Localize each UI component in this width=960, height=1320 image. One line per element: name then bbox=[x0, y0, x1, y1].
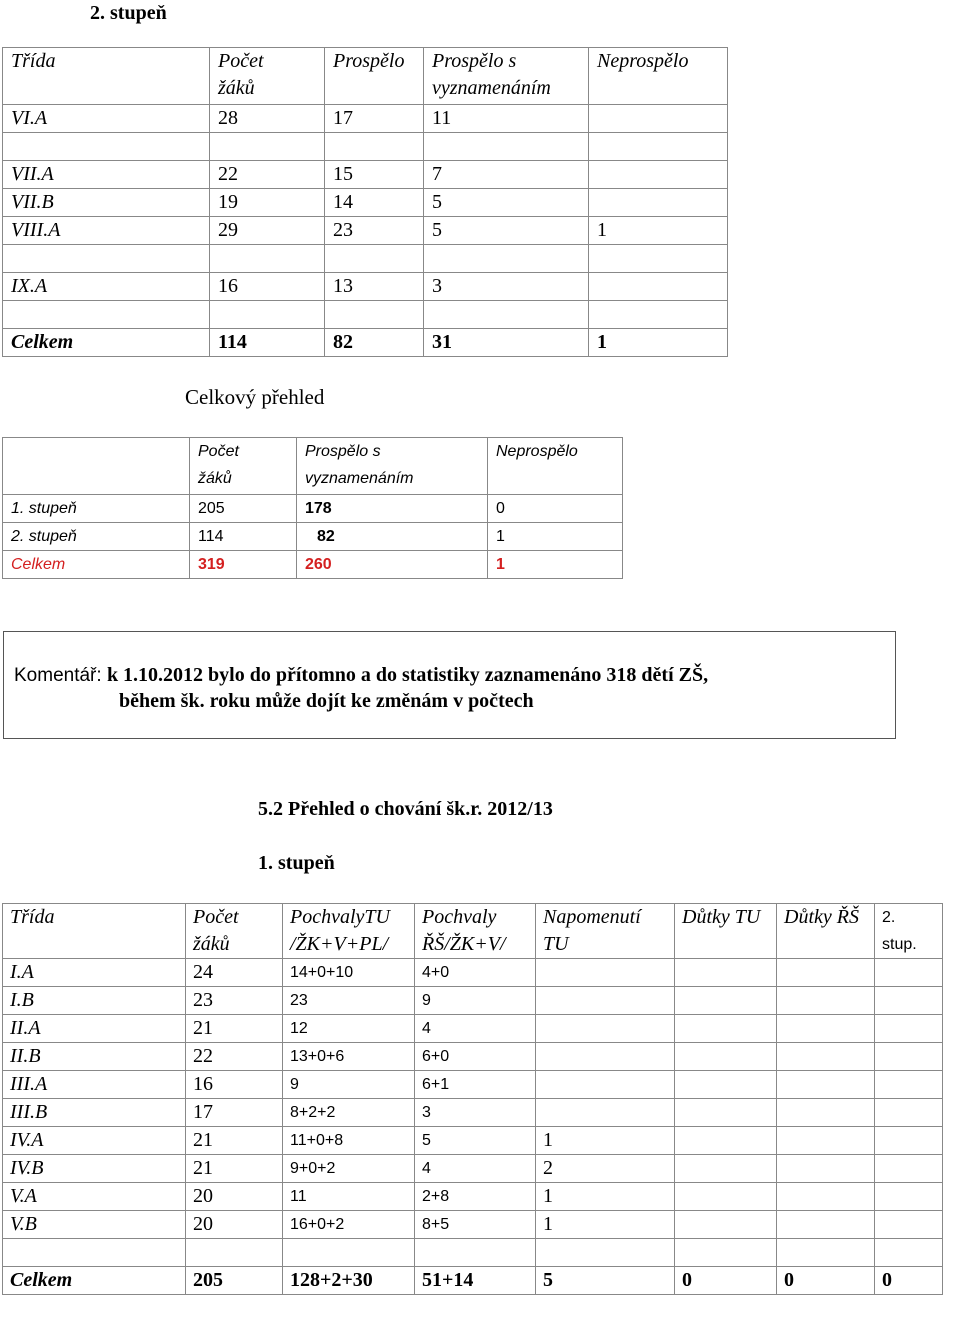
table-cell bbox=[3, 301, 210, 329]
table-cell: II.B bbox=[3, 1043, 186, 1071]
table-row bbox=[3, 1211, 943, 1239]
header-cell: Počet žáků bbox=[186, 904, 283, 959]
table-cell bbox=[210, 133, 325, 161]
table-cell bbox=[675, 1155, 777, 1183]
table-cell: IV.A bbox=[3, 1127, 186, 1155]
section-title: 5.2 Přehled o chování šk.r. 2012/13 bbox=[258, 798, 553, 820]
table-cell: 21 bbox=[186, 1015, 283, 1043]
table-cell: 0 bbox=[875, 1267, 943, 1295]
table-cell bbox=[325, 301, 424, 329]
table-cell bbox=[777, 1015, 875, 1043]
table-row bbox=[3, 161, 728, 189]
table-cell: 20 bbox=[186, 1211, 283, 1239]
table-cell: 128+2+30 bbox=[283, 1267, 415, 1295]
table-cell: 9 bbox=[283, 1071, 415, 1099]
section-subtitle: 1. stupeň bbox=[258, 852, 335, 874]
table-cell: 11 bbox=[424, 105, 589, 133]
table-cell bbox=[875, 1239, 943, 1267]
table-cell: 5 bbox=[424, 217, 589, 245]
table-cell: Celkem bbox=[3, 551, 190, 579]
table-cell bbox=[536, 1239, 675, 1267]
table-cell bbox=[536, 959, 675, 987]
header-cell: Prospělo s vyznamenáním bbox=[424, 48, 589, 105]
table-row bbox=[3, 495, 623, 523]
table-cell: 17 bbox=[325, 105, 424, 133]
table-cell: 2 bbox=[536, 1155, 675, 1183]
table-cell: 22 bbox=[186, 1043, 283, 1071]
table-cell: 0 bbox=[675, 1267, 777, 1295]
table-cell: 178 bbox=[297, 495, 488, 523]
table-cell bbox=[589, 161, 728, 189]
table-cell: III.B bbox=[3, 1099, 186, 1127]
comment-line-2: během šk. roku může dojít ke změnám v počtech bbox=[119, 690, 534, 712]
table-cell: 3 bbox=[415, 1099, 536, 1127]
table-row bbox=[3, 1127, 943, 1155]
table-cell: 3 bbox=[424, 273, 589, 301]
table-cell: 6+1 bbox=[415, 1071, 536, 1099]
table-cell bbox=[875, 1211, 943, 1239]
table-row bbox=[3, 189, 728, 217]
table-cell: 17 bbox=[186, 1099, 283, 1127]
table-cell bbox=[589, 273, 728, 301]
table-cell bbox=[675, 1183, 777, 1211]
table-cell bbox=[325, 133, 424, 161]
table-row bbox=[3, 273, 728, 301]
table-cell bbox=[3, 245, 210, 273]
table-cell: 319 bbox=[190, 551, 297, 579]
table-cell bbox=[210, 245, 325, 273]
table-cell: 1. stupeň bbox=[3, 495, 190, 523]
table-cell: 23 bbox=[325, 217, 424, 245]
header-cell: Třída bbox=[3, 48, 210, 105]
table-header-row bbox=[3, 438, 623, 495]
table-cell bbox=[675, 1071, 777, 1099]
table-row bbox=[3, 1071, 943, 1099]
table-cell: VIII.A bbox=[3, 217, 210, 245]
table-row bbox=[3, 329, 728, 357]
table-row bbox=[3, 1099, 943, 1127]
table-cell bbox=[875, 959, 943, 987]
table-cell: I.A bbox=[3, 959, 186, 987]
table-cell bbox=[589, 189, 728, 217]
table-cell bbox=[415, 1239, 536, 1267]
table-cell: 5 bbox=[536, 1267, 675, 1295]
table-cell: 114 bbox=[190, 523, 297, 551]
table-cell: 1 bbox=[488, 523, 623, 551]
comment-line-1 bbox=[14, 664, 708, 687]
table-cell: 7 bbox=[424, 161, 589, 189]
table-cell bbox=[536, 1043, 675, 1071]
table-row bbox=[3, 1183, 943, 1211]
table-cell: 29 bbox=[210, 217, 325, 245]
table-cell: 24 bbox=[186, 959, 283, 987]
table-row bbox=[3, 551, 623, 579]
table-cell: 21 bbox=[186, 1127, 283, 1155]
table-cell: 4 bbox=[415, 1015, 536, 1043]
table-cell: 9 bbox=[415, 987, 536, 1015]
table-cell: 205 bbox=[186, 1267, 283, 1295]
table-cell: 205 bbox=[190, 495, 297, 523]
table-cell: 82 bbox=[325, 329, 424, 357]
table-cell: V.B bbox=[3, 1211, 186, 1239]
table-cell bbox=[777, 1071, 875, 1099]
table-cell: 82 bbox=[297, 523, 488, 551]
header-cell: Důtky TU bbox=[675, 904, 777, 959]
table-cell: VII.B bbox=[3, 189, 210, 217]
table-cell bbox=[875, 1071, 943, 1099]
table-row bbox=[3, 301, 728, 329]
table-cell bbox=[675, 1211, 777, 1239]
table-cell bbox=[777, 1127, 875, 1155]
table-row bbox=[3, 1015, 943, 1043]
table-cell bbox=[675, 1015, 777, 1043]
table-cell bbox=[875, 1043, 943, 1071]
table-cell: 1 bbox=[536, 1127, 675, 1155]
table-cell bbox=[3, 133, 210, 161]
table-cell: 31 bbox=[424, 329, 589, 357]
table-cell: 19 bbox=[210, 189, 325, 217]
table-row bbox=[3, 133, 728, 161]
table-cell: 1 bbox=[488, 551, 623, 579]
table-cell bbox=[536, 1099, 675, 1127]
table-cell: 2+8 bbox=[415, 1183, 536, 1211]
table-cell bbox=[777, 1211, 875, 1239]
table-cell bbox=[210, 301, 325, 329]
table-cell bbox=[777, 959, 875, 987]
table-cell: 11 bbox=[283, 1183, 415, 1211]
table-cell: 9+0+2 bbox=[283, 1155, 415, 1183]
table-cell bbox=[675, 1239, 777, 1267]
table-cell bbox=[589, 105, 728, 133]
header-cell: Napomenutí TU bbox=[536, 904, 675, 959]
table-cell bbox=[675, 959, 777, 987]
table-cell bbox=[875, 987, 943, 1015]
summary-title: Celkový přehled bbox=[185, 385, 325, 409]
table-cell bbox=[875, 1099, 943, 1127]
table-cell: 14 bbox=[325, 189, 424, 217]
table-cell: VII.A bbox=[3, 161, 210, 189]
comment-box bbox=[3, 631, 896, 739]
header-cell: Počet žáků bbox=[210, 48, 325, 105]
table-cell bbox=[536, 1015, 675, 1043]
table-cell bbox=[589, 301, 728, 329]
table-cell: 13 bbox=[325, 273, 424, 301]
table-cell: 1 bbox=[536, 1183, 675, 1211]
header-cell: Prospělo s vyznamenáním bbox=[297, 438, 488, 495]
summary-table bbox=[2, 437, 623, 579]
comment-text: k 1.10.2012 bylo do přítomno a do statistiky zaznamenáno 318 dětí ZŠ, bbox=[106, 664, 709, 686]
table-cell: 13+0+6 bbox=[283, 1043, 415, 1071]
header-cell: PochvalyTU /ŽK+V+PL/ bbox=[283, 904, 415, 959]
table-cell bbox=[777, 1155, 875, 1183]
table-cell: 5 bbox=[424, 189, 589, 217]
header-cell: Neprospělo bbox=[589, 48, 728, 105]
table-cell bbox=[777, 1043, 875, 1071]
table-cell: 0 bbox=[777, 1267, 875, 1295]
table-cell bbox=[777, 1183, 875, 1211]
behavior-table bbox=[2, 903, 943, 1295]
table-cell: 8+2+2 bbox=[283, 1099, 415, 1127]
header-cell: Počet žáků bbox=[190, 438, 297, 495]
table-row bbox=[3, 987, 943, 1015]
table-cell bbox=[325, 245, 424, 273]
table-cell: 4 bbox=[415, 1155, 536, 1183]
table-cell bbox=[875, 1015, 943, 1043]
results-table bbox=[2, 47, 728, 357]
table-row bbox=[3, 245, 728, 273]
table-cell: 16 bbox=[210, 273, 325, 301]
table-header-row bbox=[3, 48, 728, 105]
table-cell: II.A bbox=[3, 1015, 186, 1043]
table-cell: 2. stupeň bbox=[3, 523, 190, 551]
table-cell: III.A bbox=[3, 1071, 186, 1099]
table-cell bbox=[424, 301, 589, 329]
table-cell bbox=[536, 987, 675, 1015]
table-cell: Celkem bbox=[3, 1267, 186, 1295]
table-cell bbox=[777, 1099, 875, 1127]
table-cell: 21 bbox=[186, 1155, 283, 1183]
comment-label: Komentář: bbox=[14, 665, 102, 686]
table-cell: 4+0 bbox=[415, 959, 536, 987]
header-cell: Pochvaly ŘŠ/ŽK+V/ bbox=[415, 904, 536, 959]
table-cell bbox=[777, 987, 875, 1015]
header-cell: 2. stup. bbox=[875, 904, 943, 959]
table-cell: 114 bbox=[210, 329, 325, 357]
table-row bbox=[3, 217, 728, 245]
table-cell bbox=[589, 245, 728, 273]
table-cell: 22 bbox=[210, 161, 325, 189]
table-cell bbox=[186, 1239, 283, 1267]
table-cell bbox=[875, 1183, 943, 1211]
table-cell bbox=[424, 245, 589, 273]
table-cell: 28 bbox=[210, 105, 325, 133]
header-cell: Třída bbox=[3, 904, 186, 959]
table-cell: 260 bbox=[297, 551, 488, 579]
table-cell: 6+0 bbox=[415, 1043, 536, 1071]
table-cell: 16 bbox=[186, 1071, 283, 1099]
table-cell: IV.B bbox=[3, 1155, 186, 1183]
table-cell: 11+0+8 bbox=[283, 1127, 415, 1155]
table-cell: 1 bbox=[536, 1211, 675, 1239]
table-cell bbox=[283, 1239, 415, 1267]
table-cell: 12 bbox=[283, 1015, 415, 1043]
table-cell: V.A bbox=[3, 1183, 186, 1211]
table-cell bbox=[536, 1071, 675, 1099]
table-cell: 5 bbox=[415, 1127, 536, 1155]
table-row bbox=[3, 1267, 943, 1295]
table-row bbox=[3, 1043, 943, 1071]
table-cell: 1 bbox=[589, 329, 728, 357]
table-cell: 15 bbox=[325, 161, 424, 189]
table-cell: 8+5 bbox=[415, 1211, 536, 1239]
table-row bbox=[3, 523, 623, 551]
table-cell: IX.A bbox=[3, 273, 210, 301]
table-cell bbox=[675, 987, 777, 1015]
table-cell: 51+14 bbox=[415, 1267, 536, 1295]
table-cell bbox=[875, 1127, 943, 1155]
table-cell: 1 bbox=[589, 217, 728, 245]
table-cell: 23 bbox=[186, 987, 283, 1015]
table-cell bbox=[675, 1099, 777, 1127]
table-row bbox=[3, 105, 728, 133]
table-cell: 23 bbox=[283, 987, 415, 1015]
header-cell: Prospělo bbox=[325, 48, 424, 105]
table-cell: 20 bbox=[186, 1183, 283, 1211]
table-cell bbox=[675, 1127, 777, 1155]
header-cell bbox=[3, 438, 190, 495]
table-cell: 16+0+2 bbox=[283, 1211, 415, 1239]
page-heading: 2. stupeň bbox=[90, 2, 167, 24]
table-row bbox=[3, 1239, 943, 1267]
table-cell bbox=[675, 1043, 777, 1071]
table-cell bbox=[3, 1239, 186, 1267]
table-header-row bbox=[3, 904, 943, 959]
table-row bbox=[3, 1155, 943, 1183]
table-cell: Celkem bbox=[3, 329, 210, 357]
table-cell bbox=[777, 1239, 875, 1267]
table-cell: VI.A bbox=[3, 105, 210, 133]
table-cell bbox=[424, 133, 589, 161]
table-cell bbox=[875, 1155, 943, 1183]
header-cell: Neprospělo bbox=[488, 438, 623, 495]
table-cell: 0 bbox=[488, 495, 623, 523]
table-cell bbox=[589, 133, 728, 161]
table-cell: 14+0+10 bbox=[283, 959, 415, 987]
table-row bbox=[3, 959, 943, 987]
table-cell: I.B bbox=[3, 987, 186, 1015]
header-cell: Důtky ŘŠ bbox=[777, 904, 875, 959]
